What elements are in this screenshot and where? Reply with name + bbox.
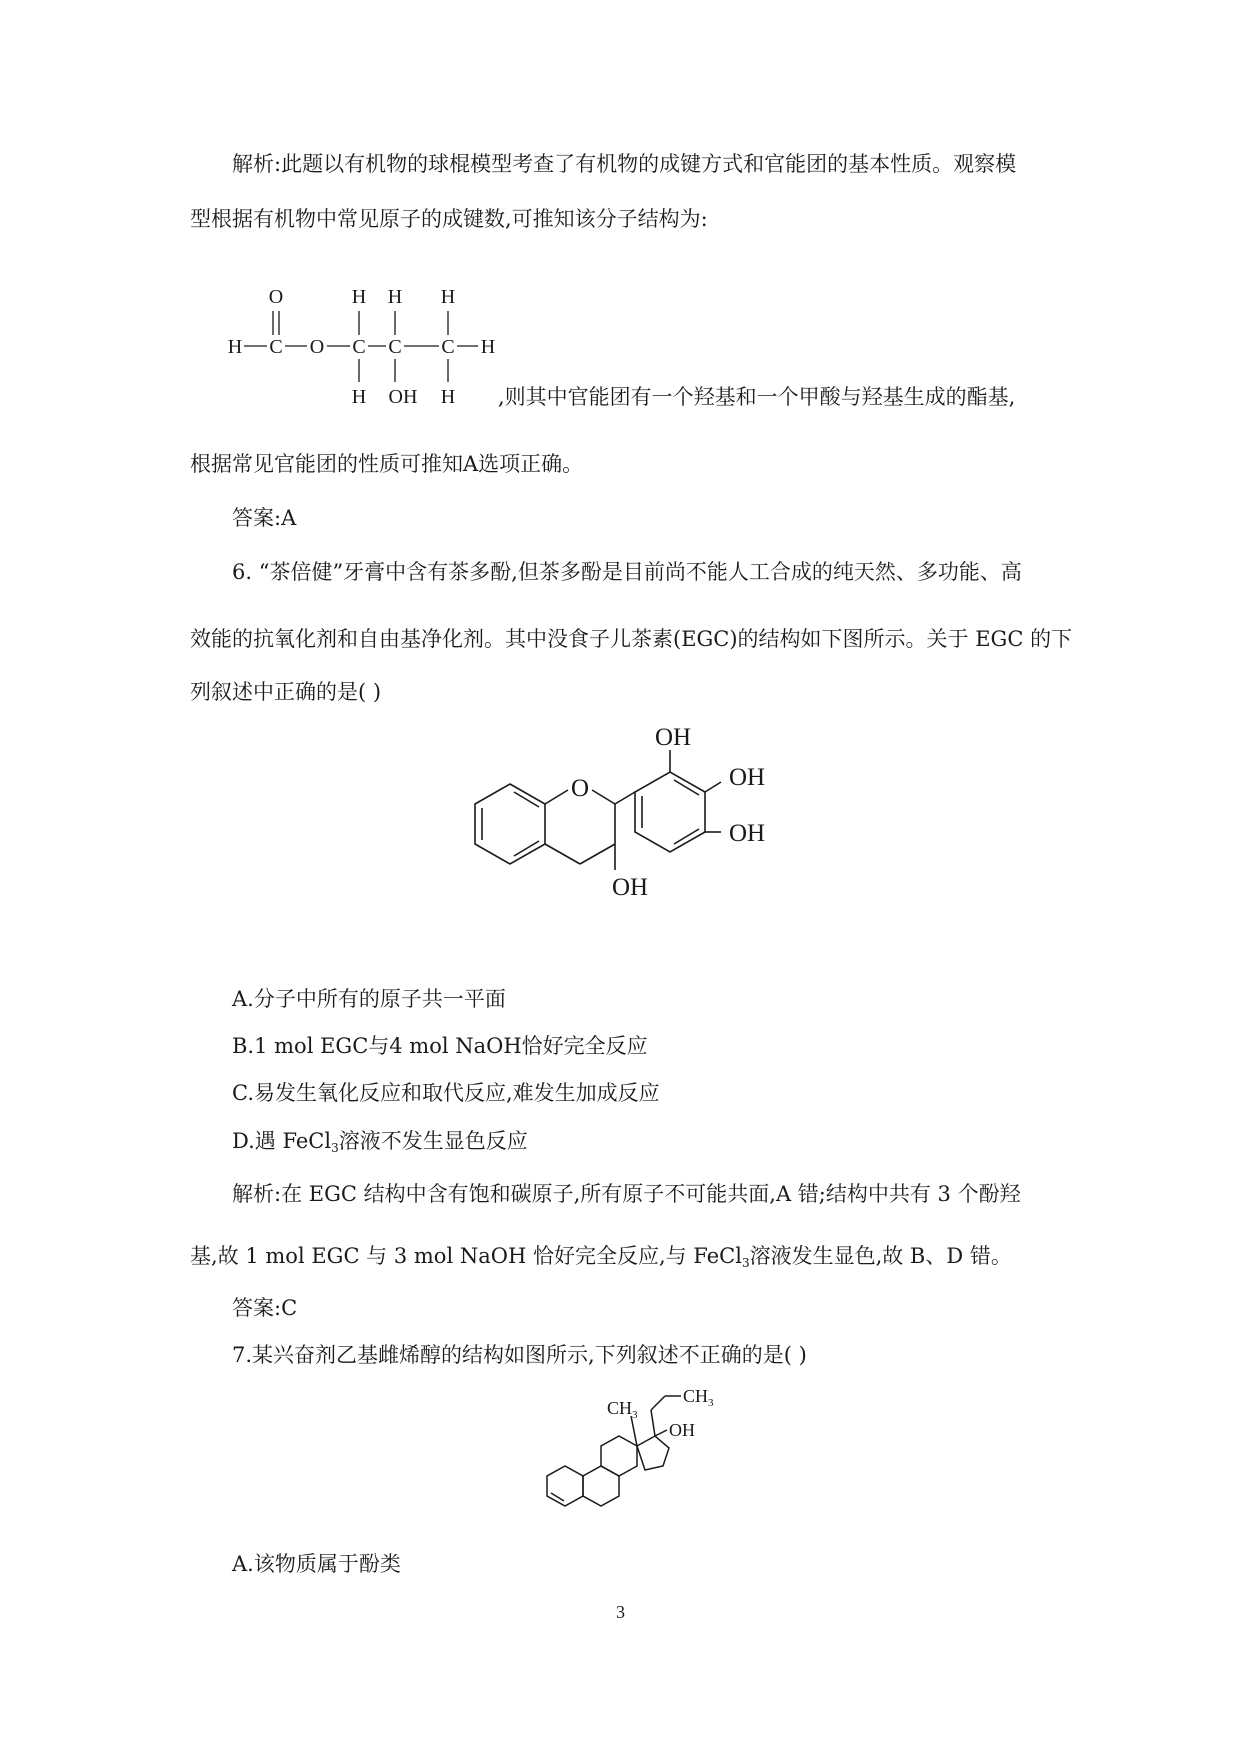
formula5-structure	[225, 285, 515, 410]
formula5-main-c3: C	[388, 336, 402, 358]
q6-option-a: A.分子中所有的原子共一平面	[232, 987, 506, 1011]
answer6: 答案:C	[232, 1296, 298, 1320]
analysis5-line4: 根据常见官能团的性质可推知A选项正确。	[190, 452, 584, 476]
q7-line1: 7.某兴奋剂乙基雌烯醇的结构如图所示,下列叙述不正确的是( )	[232, 1343, 807, 1367]
egc-oh-top: OH	[654, 724, 692, 751]
egc-oh-right-lower: OH	[728, 820, 765, 847]
formula5-top-h2: H	[387, 286, 403, 308]
q6-analysis-line1: 解析:在 EGC 结构中含有饱和碳原子,所有原子不可能共面,A 错;结构中共有 3 个酚羟	[232, 1182, 1021, 1206]
steroid-oh: OH	[669, 1420, 695, 1440]
q6-analysis-line2: 基,故 1 mol EGC 与 3 mol NaOH 恰好完全反应,与 FeCl$_3$溶液发生显色,故 B、D 错。	[190, 1244, 1012, 1270]
formula5-main-c1: C	[269, 336, 283, 358]
egc-oh-bottom: OH	[611, 874, 649, 901]
egc-ring-oxygen: O	[570, 775, 590, 802]
steroid-ch3-right: $CH_3$	[683, 1390, 714, 1409]
answer5: 答案:A	[232, 506, 297, 530]
egc-structure	[465, 720, 765, 960]
q6-option-b: B.1 mol EGC与4 mol NaOH恰好完全反应	[232, 1034, 648, 1058]
q6-line1: 6. “茶倍健”牙膏中含有茶多酚,但茶多酚是目前尚不能人工合成的纯天然、多功能、高	[232, 560, 1022, 584]
formula5-bottom-h1: H	[351, 386, 367, 408]
page-number: 3	[616, 1602, 625, 1622]
formula5-main-c4: C	[441, 336, 455, 358]
formula5-bottom-oh: OH	[388, 386, 418, 408]
steroid-structure	[535, 1390, 755, 1520]
analysis5-line1: 解析:此题以有机物的球棍模型考查了有机物的成键方式和官能团的基本性质。观察模	[232, 152, 1017, 176]
formula5-bottom-h2: H	[440, 386, 456, 408]
egc-oh-right-upper: OH	[728, 764, 765, 791]
formula5-top-h1: H	[351, 286, 367, 308]
formula5-top-o: O	[268, 286, 284, 308]
q6-option-c: C.易发生氧化反应和取代反应,难发生加成反应	[232, 1081, 660, 1105]
analysis5-line2: 型根据有机物中常见原子的成键数,可推知该分子结构为:	[190, 207, 708, 231]
q7-option-a: A.该物质属于酚类	[232, 1552, 401, 1576]
analysis5-after-formula: ,则其中官能团有一个羟基和一个甲酸与羟基生成的酯基,	[498, 385, 1016, 409]
formula5-main-o: O	[309, 336, 325, 358]
q6-option-d: D.遇 FeCl$_3$溶液不发生显色反应	[232, 1129, 528, 1155]
formula5-main-h-left: H	[227, 336, 243, 358]
formula5-top-h3: H	[440, 286, 456, 308]
q6-line3: 列叙述中正确的是( )	[190, 680, 382, 704]
formula5-main-c2: C	[352, 336, 366, 358]
formula5-main-h-right: H	[480, 336, 496, 358]
q6-line2: 效能的抗氧化剂和自由基净化剂。其中没食子儿茶素(EGC)的结构如下图所示。关于 EGC 的下	[190, 627, 1073, 651]
steroid-ch3-left: $CH_3$	[607, 1398, 638, 1421]
